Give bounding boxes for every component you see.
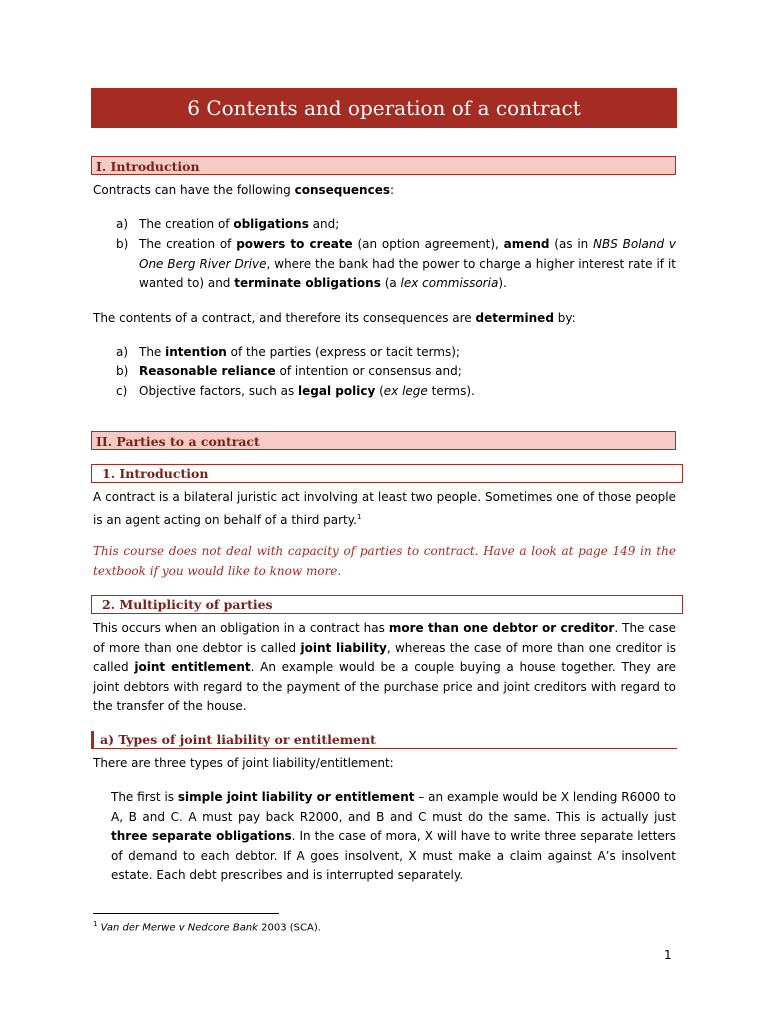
paragraph-determined: The contents of a contract, and therefore its consequences are determined by:: [93, 311, 576, 325]
paragraph-consequences: Contracts can have the following consequences:: [93, 183, 395, 197]
subsection-heading-introduction: 1. Introduction: [91, 464, 683, 483]
page-number: 1: [664, 948, 672, 962]
footnote-reference[interactable]: 1: [356, 512, 362, 521]
section-heading-parties: II. Parties to a contract: [91, 431, 676, 450]
paragraph-three-types: There are three types of joint liability/entitlement:: [93, 756, 394, 770]
section-heading-introduction: I. Introduction: [91, 156, 676, 175]
list-item: b) The creation of powers to create (an option agreement), amend (as in NBS Boland v One Berg River Drive, where the bank had the power to charge a higher interest rate if it wanted to) and terminate obligations (a lex commissoria).: [116, 237, 677, 290]
capacity-note: This course does not deal with capacity of parties to contract. Have a look at page 149 in the textbook if you would like to know more.: [93, 544, 676, 578]
paragraph-multiplicity: This occurs when an obligation in a contract has more than one debtor or creditor. The case of more than one debtor is called joint liability, whereas the case of more than one creditor is called joint entitlement. An example would be a couple buying a house together. They are joint debtors with regard to the payment of the purchase price and joint creditors with regard to the transfer of the house.: [93, 621, 676, 713]
chapter-title: 6 Contents and operation of a contract: [91, 88, 677, 128]
paragraph-simple-joint-liability: The first is simple joint liability or entitlement – an example would be X lending R6000 to A, B and C. A must pay back R2000, and B and C must do the same. This is actually just three separate obligations. In the case of mora, X will have to write three separate letters of demand to each debtor. If A goes insolvent, X must make a claim against A’s insolvent estate. Each debt prescribes and is interrupted separately.: [111, 790, 677, 882]
subsection-heading-multiplicity: 2. Multiplicity of parties: [91, 595, 683, 614]
list-item: b) Reasonable reliance of intention or consensus and;: [116, 364, 462, 378]
list-item: a) The intention of the parties (express or tacit terms);: [116, 345, 460, 359]
subsubsection-heading-types: a) Types of joint liability or entitlement: [91, 731, 677, 749]
footnote-separator: [93, 913, 279, 914]
footnote: $^1$ Van der Merwe v Nedcore Bank 2003 (SCA).: [93, 920, 321, 934]
list-item: c) Objective factors, such as legal policy (ex lege terms).: [116, 384, 475, 398]
list-item: a) The creation of obligations and;: [116, 217, 340, 231]
paragraph-bilateral-act: A contract is a bilateral juristic act involving at least two people. Sometimes one of those people is an agent acting on behalf of a third party.$^1$: [93, 490, 676, 527]
